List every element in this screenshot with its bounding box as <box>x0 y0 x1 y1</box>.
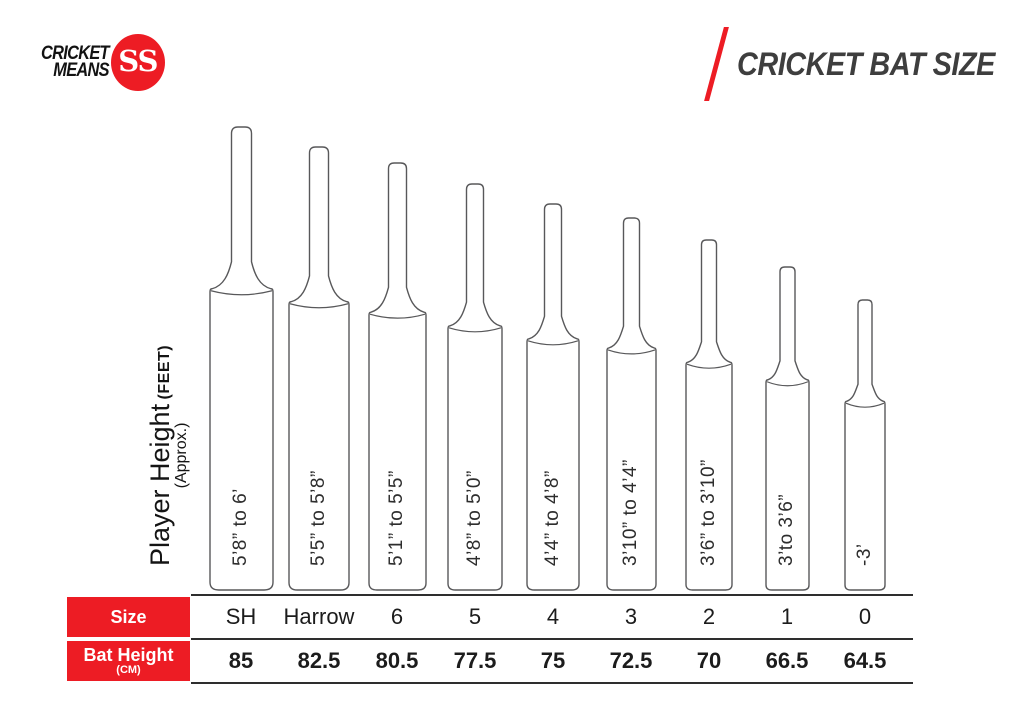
size-header-label: Size <box>110 607 147 627</box>
bat-player-height-label: 5’1” to 5’5” <box>386 470 407 566</box>
player-height-axis-label <box>146 345 191 566</box>
table-middle-rule <box>191 638 913 640</box>
size-header-cell <box>67 597 190 637</box>
bat-height-value-cell: 66.5 <box>765 648 809 673</box>
brand-logo-line1: CRICKET <box>41 42 109 64</box>
size-value-cell: 3 <box>624 604 638 629</box>
size-value-cell: 1 <box>780 604 794 629</box>
bat-player-height-label: 3’6” to 3’10” <box>698 459 719 566</box>
bat-player-height-label: 4’8” to 5’0” <box>464 470 485 566</box>
bat-height-header-label: Bat Height <box>83 644 174 665</box>
bat-height-value-cell: 85 <box>228 648 254 673</box>
bat-player-height-label: -3’ <box>854 543 875 566</box>
axis-label-main: Player Height <box>145 403 175 566</box>
title-slash-icon <box>704 27 729 101</box>
table-bottom-rule <box>191 682 913 684</box>
axis-label-unit: (FEET) <box>156 344 173 400</box>
bat-height-value-cell: 82.5 <box>297 648 341 673</box>
size-value-cell: 4 <box>546 604 560 629</box>
size-value-cell: 0 <box>858 604 872 629</box>
bat-height-value-cell: 80.5 <box>375 648 419 673</box>
size-value-cell: SH <box>225 604 257 629</box>
bat-height-value-cell: 64.5 <box>843 648 887 673</box>
table-top-rule <box>191 594 913 596</box>
size-value-cell: 6 <box>390 604 404 629</box>
size-value-cell: 2 <box>702 604 716 629</box>
axis-label-approx: (Approx.) <box>173 422 191 489</box>
bat-height-header-cell <box>67 641 190 681</box>
bat-height-value-cell: 70 <box>696 648 722 673</box>
bat-player-height-label: 3’to 3’6” <box>776 493 797 566</box>
bat-player-height-label: 5’5” to 5’8” <box>308 470 329 566</box>
brand-logo <box>30 34 165 91</box>
size-value-cell: 5 <box>468 604 482 629</box>
ss-logo-icon: SS <box>111 34 165 91</box>
page-title: CRICKET BAT SIZE <box>737 46 995 82</box>
bat-player-height-label: 3’10” to 4’4” <box>620 459 641 566</box>
bat-height-value-cell: 72.5 <box>609 648 653 673</box>
bat-height-value-cell: 75 <box>540 648 566 673</box>
brand-logo-line2: MEANS <box>53 59 109 81</box>
brand-logo-text <box>41 42 109 81</box>
bat-height-unit-label: (CM) <box>116 663 141 676</box>
axis-label-line1 <box>146 345 174 566</box>
bat-player-height-label: 5’8” to 6’ <box>230 488 251 566</box>
size-value-cell: Harrow <box>283 604 355 629</box>
bat-height-value-cell: 77.5 <box>453 648 497 673</box>
bat-player-height-label: 4’4” to 4’8” <box>542 470 563 566</box>
